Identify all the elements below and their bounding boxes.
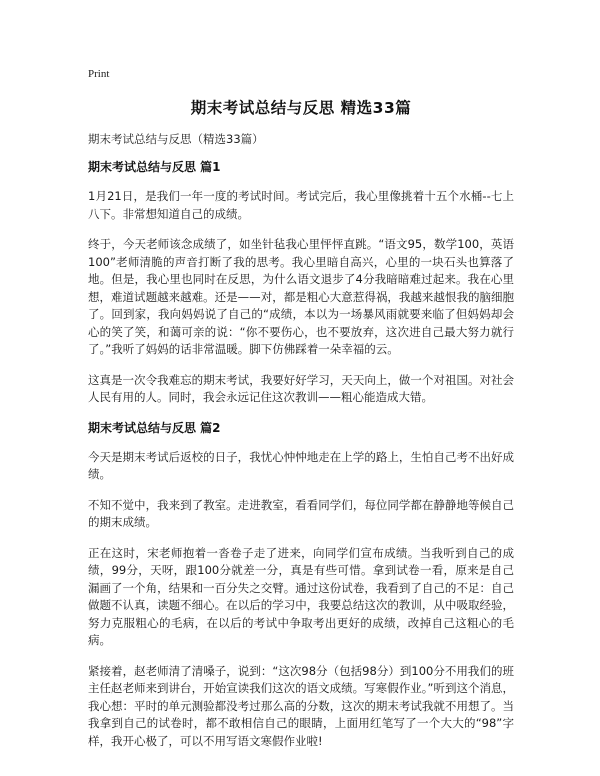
- print-link[interactable]: Print: [88, 68, 110, 80]
- document-subtitle: 期末考试总结与反思（精选33篇）: [88, 132, 264, 146]
- section-heading: 期末考试总结与反思 篇1: [88, 160, 221, 174]
- paragraph: 1月21日，是我们一年一度的考试时间。考试完后，我心里像挑着十五个水桶--七上八下。非常想知道自己的成绩。: [88, 189, 514, 221]
- article-section-2: [88, 420, 514, 751]
- article-body: [88, 159, 514, 763]
- article-section-1: [88, 159, 514, 407]
- section-heading: 期末考试总结与反思 篇2: [88, 420, 221, 435]
- paragraph: 不知不觉中，我来到了教室。走进教室，看看同学们，每位同学都在静静地等候自己的期末成绩。: [88, 497, 514, 529]
- page-title: 期末考试总结与反思 精选33篇: [190, 99, 412, 117]
- paragraph: 紧接着，赵老师清了清嗓子，说到：“这次98分（包括98分）到100分不用我们的班主任赵老师来到讲台，开始宣读我们这次的语文成绩。写寒假作业。”听到这个消息，我心想：平时的单元测验都没考过那么高的分数，这次的期末考试我就不用想了。当我拿到自己的试卷时，都不敢相信自己的眼睛，上面用红笔写了一个大大的“98”字样，我开心极了，可以不用写语文寒假作业啦!: [88, 663, 514, 748]
- paragraph: 终于，今天老师该念成绩了，如坐针毡我心里怦怦直跳。“语文95，数学100，英语100”老师清脆的声音打断了我的思考。我心里暗自高兴，心里的一块石头也算落了地。但是，我心里也同时在反思，为什么语文退步了4分我暗暗难过起来。我在心里想，难道试题越来越难。还是——对，都是粗心大意惹得祸，我越来越恨我的脑细胞了。回到家，我向妈妈说了自己的“成绩，本以为一场暴风雨就要来临了但妈妈却会心的笑了笑，和蔼可亲的说：“你不要伤心，也不要放弃，这次进自己最大努力就行了。”我听了妈妈的话非常温暖。脚下仿佛踩着一朵幸福的云。: [88, 237, 514, 356]
- paragraph: 今天是期末考试后返校的日子，我忧心忡忡地走在上学的路上，生怕自己考不出好成绩。: [88, 449, 514, 481]
- paragraph: 正在这时，宋老师抱着一沓卷子走了进来，向同学们宣布成绩。当我听到自己的成绩，99分，天呀，跟100分就差一分，真是有些可惜。拿到试卷一看，原来是自己漏画了一个角，结果和一百分失之交臂。通过这份试卷，我看到了自己的不足：自己做题不认真，读题不细心。在以后的学习中，我要总结这次的教训，从中吸取经验，努力克服粗心的毛病，在以后的考试中争取考出更好的成绩，改掉自己这粗心的毛病。: [88, 545, 514, 647]
- paragraph: 这真是一次令我难忘的期末考试，我要好好学习，天天向上，做一个对祖国。对社会人民有用的人。同时，我会永远记住这次教训——粗心能造成大错。: [88, 372, 514, 404]
